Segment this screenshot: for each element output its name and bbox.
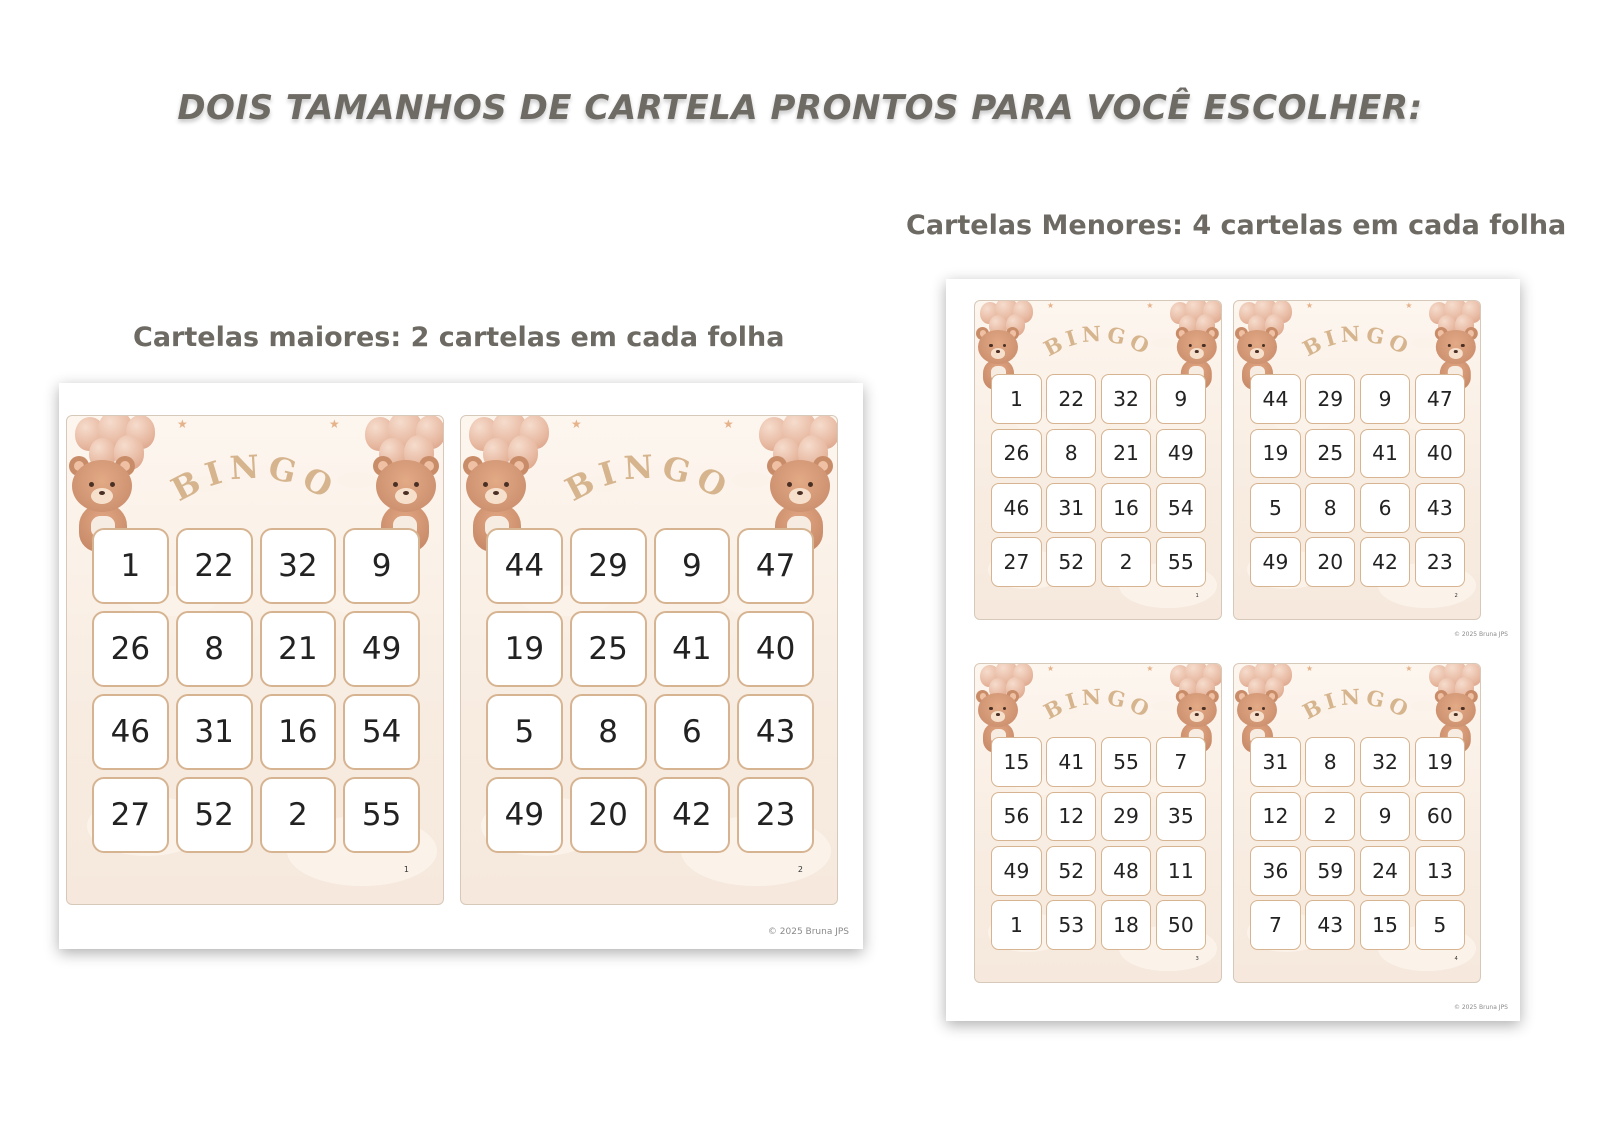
bingo-number-cell[interactable]: 8 bbox=[1046, 429, 1096, 479]
bingo-number-cell[interactable]: 16 bbox=[260, 694, 337, 770]
bingo-number-cell[interactable]: 32 bbox=[1101, 374, 1151, 424]
bingo-number-cell[interactable]: 43 bbox=[1415, 483, 1465, 533]
page-title: DOIS TAMANHOS DE CARTELA PRONTOS PARA VOCÊ ESCOLHER: bbox=[177, 88, 1423, 128]
bingo-number-cell[interactable]: 44 bbox=[486, 528, 563, 604]
bingo-number-grid bbox=[486, 528, 814, 853]
bingo-number-cell[interactable]: 9 bbox=[1156, 374, 1206, 424]
star-icon: ★ bbox=[1046, 301, 1054, 311]
sheet-credit-top: © 2025 Bruna JPS bbox=[1453, 631, 1508, 638]
bingo-number-cell[interactable]: 42 bbox=[654, 777, 731, 853]
bingo-number-cell[interactable]: 11 bbox=[1156, 846, 1206, 896]
star-icon: ★ bbox=[1305, 664, 1313, 674]
bingo-number-cell[interactable]: 6 bbox=[1360, 483, 1410, 533]
bingo-number-cell[interactable]: 55 bbox=[343, 777, 420, 853]
bingo-number-cell[interactable]: 49 bbox=[1156, 429, 1206, 479]
bingo-number-cell[interactable]: 26 bbox=[991, 429, 1041, 479]
bingo-number-cell[interactable]: 12 bbox=[1046, 792, 1096, 842]
star-icon: ★ bbox=[723, 417, 734, 431]
sheet-credit: © 2025 Bruna JPS bbox=[767, 927, 849, 937]
bingo-number-cell[interactable]: 21 bbox=[1101, 429, 1151, 479]
bingo-number-cell[interactable]: 24 bbox=[1360, 846, 1410, 896]
bingo-number-cell[interactable]: 8 bbox=[176, 611, 253, 687]
bingo-number-cell[interactable]: 12 bbox=[1250, 792, 1300, 842]
bingo-number-cell[interactable]: 35 bbox=[1156, 792, 1206, 842]
bingo-number-cell[interactable]: 1 bbox=[991, 374, 1041, 424]
bingo-heading-text: BINGO bbox=[1038, 684, 1157, 725]
bingo-card bbox=[1233, 300, 1481, 620]
bingo-number-cell[interactable]: 49 bbox=[991, 846, 1041, 896]
bingo-heading-text: BINGO bbox=[1297, 321, 1416, 362]
bingo-number-cell[interactable]: 32 bbox=[260, 528, 337, 604]
bingo-number-grid bbox=[1250, 737, 1465, 950]
bingo-heading-text: BINGO bbox=[1297, 684, 1416, 725]
bingo-number-cell[interactable]: 13 bbox=[1415, 846, 1465, 896]
bingo-number-cell[interactable]: 5 bbox=[1415, 900, 1465, 950]
svg-text:BINGO bbox=[1039, 684, 1157, 725]
large-cards-sheet bbox=[59, 383, 863, 949]
bingo-number-cell[interactable]: 54 bbox=[343, 694, 420, 770]
bingo-number-cell[interactable]: 9 bbox=[343, 528, 420, 604]
bingo-number-cell[interactable]: 49 bbox=[1250, 537, 1300, 587]
bingo-heading-text: BINGO bbox=[559, 447, 739, 509]
bingo-heading-text: BINGO bbox=[1038, 321, 1157, 362]
bingo-number-cell[interactable]: 9 bbox=[1360, 374, 1410, 424]
bingo-number-cell[interactable]: 5 bbox=[1250, 483, 1300, 533]
bingo-number-cell[interactable]: 23 bbox=[1415, 537, 1465, 587]
bingo-card bbox=[460, 415, 838, 905]
card-number: 2 bbox=[1454, 593, 1458, 600]
bingo-number-cell[interactable]: 29 bbox=[570, 528, 647, 604]
bingo-number-cell[interactable]: 31 bbox=[176, 694, 253, 770]
bingo-heading bbox=[155, 438, 355, 518]
bingo-number-cell[interactable]: 20 bbox=[1305, 537, 1355, 587]
bingo-number-cell[interactable]: 44 bbox=[1250, 374, 1300, 424]
large-cards-label: Cartelas maiores: 2 cartelas em cada folha bbox=[133, 322, 785, 353]
star-icon: ★ bbox=[329, 417, 340, 431]
svg-text:BINGO bbox=[1298, 321, 1416, 362]
bingo-number-cell[interactable]: 52 bbox=[1046, 846, 1096, 896]
bingo-number-cell[interactable]: 15 bbox=[1360, 900, 1410, 950]
bingo-number-cell[interactable]: 25 bbox=[570, 611, 647, 687]
bingo-number-cell[interactable]: 9 bbox=[654, 528, 731, 604]
bingo-number-cell[interactable]: 52 bbox=[176, 777, 253, 853]
bingo-number-cell[interactable]: 23 bbox=[737, 777, 814, 853]
bingo-number-cell[interactable]: 59 bbox=[1305, 846, 1355, 896]
svg-text:BINGO bbox=[1039, 321, 1157, 362]
bingo-number-cell[interactable]: 8 bbox=[570, 694, 647, 770]
small-cards-sheet bbox=[946, 279, 1520, 1021]
bingo-number-cell[interactable]: 49 bbox=[486, 777, 563, 853]
bingo-number-cell[interactable]: 8 bbox=[1305, 483, 1355, 533]
bingo-number-cell[interactable]: 27 bbox=[991, 537, 1041, 587]
card-number: 3 bbox=[1195, 956, 1199, 963]
bingo-number-cell[interactable]: 40 bbox=[737, 611, 814, 687]
bingo-number-cell[interactable]: 22 bbox=[1046, 374, 1096, 424]
bingo-number-cell[interactable]: 53 bbox=[1046, 900, 1096, 950]
bingo-number-cell[interactable]: 50 bbox=[1156, 900, 1206, 950]
bingo-card bbox=[1233, 663, 1481, 983]
bingo-card bbox=[974, 663, 1222, 983]
bingo-number-cell[interactable]: 29 bbox=[1305, 374, 1355, 424]
card-number: 1 bbox=[403, 865, 409, 874]
svg-text:BINGO bbox=[1298, 684, 1416, 725]
bingo-number-cell[interactable]: 9 bbox=[1360, 792, 1410, 842]
bingo-number-cell[interactable]: 27 bbox=[92, 777, 169, 853]
bingo-number-grid bbox=[991, 374, 1206, 587]
bingo-number-cell[interactable]: 2 bbox=[260, 777, 337, 853]
bingo-number-cell[interactable]: 6 bbox=[654, 694, 731, 770]
card-number: 4 bbox=[1454, 956, 1458, 963]
bingo-number-cell[interactable]: 31 bbox=[1250, 737, 1300, 787]
bingo-number-cell[interactable]: 46 bbox=[92, 694, 169, 770]
star-icon: ★ bbox=[1305, 301, 1313, 311]
bingo-number-cell[interactable]: 21 bbox=[260, 611, 337, 687]
star-icon: ★ bbox=[1146, 301, 1154, 311]
bingo-number-cell[interactable]: 7 bbox=[1250, 900, 1300, 950]
sheet-credit-bottom: © 2025 Bruna JPS bbox=[1453, 1004, 1508, 1011]
bingo-number-cell[interactable]: 41 bbox=[1046, 737, 1096, 787]
bingo-number-cell[interactable]: 26 bbox=[92, 611, 169, 687]
bingo-number-cell[interactable]: 40 bbox=[1415, 429, 1465, 479]
bingo-number-cell[interactable]: 25 bbox=[1305, 429, 1355, 479]
bingo-number-cell[interactable]: 32 bbox=[1360, 737, 1410, 787]
bingo-number-cell[interactable]: 22 bbox=[176, 528, 253, 604]
bingo-number-cell[interactable]: 52 bbox=[1046, 537, 1096, 587]
bingo-number-cell[interactable]: 49 bbox=[343, 611, 420, 687]
bingo-number-cell[interactable]: 2 bbox=[1305, 792, 1355, 842]
bingo-number-cell[interactable]: 1 bbox=[92, 528, 169, 604]
bingo-number-cell[interactable]: 42 bbox=[1360, 537, 1410, 587]
small-cards-label: Cartelas Menores: 4 cartelas em cada folha bbox=[906, 210, 1567, 241]
bingo-number-cell[interactable]: 54 bbox=[1156, 483, 1206, 533]
bingo-number-cell[interactable]: 47 bbox=[1415, 374, 1465, 424]
bingo-number-cell[interactable]: 55 bbox=[1156, 537, 1206, 587]
bingo-number-grid bbox=[1250, 374, 1465, 587]
bingo-number-cell[interactable]: 19 bbox=[1250, 429, 1300, 479]
bingo-number-cell[interactable]: 19 bbox=[486, 611, 563, 687]
bingo-number-cell[interactable]: 5 bbox=[486, 694, 563, 770]
bingo-number-grid bbox=[991, 737, 1206, 950]
bingo-number-cell[interactable]: 8 bbox=[1305, 737, 1355, 787]
star-icon: ★ bbox=[1405, 664, 1413, 674]
bingo-number-cell[interactable]: 43 bbox=[737, 694, 814, 770]
bingo-number-cell[interactable]: 18 bbox=[1101, 900, 1151, 950]
bingo-heading bbox=[1033, 678, 1164, 730]
bingo-number-cell[interactable]: 29 bbox=[1101, 792, 1151, 842]
bingo-number-cell[interactable]: 46 bbox=[991, 483, 1041, 533]
star-icon: ★ bbox=[571, 417, 582, 431]
bingo-number-cell[interactable]: 41 bbox=[654, 611, 731, 687]
star-icon: ★ bbox=[1146, 664, 1154, 674]
bingo-number-grid bbox=[92, 528, 420, 853]
svg-text:BINGO bbox=[165, 447, 345, 509]
bingo-number-cell[interactable]: 47 bbox=[737, 528, 814, 604]
star-icon: ★ bbox=[1405, 301, 1413, 311]
card-number: 2 bbox=[797, 865, 803, 874]
bingo-number-cell[interactable]: 43 bbox=[1305, 900, 1355, 950]
bingo-number-cell[interactable]: 20 bbox=[570, 777, 647, 853]
bingo-heading-text: BINGO bbox=[165, 447, 345, 509]
bingo-heading bbox=[1033, 315, 1164, 367]
bingo-number-cell[interactable]: 56 bbox=[991, 792, 1041, 842]
bingo-heading bbox=[1292, 315, 1423, 367]
bingo-number-cell[interactable]: 55 bbox=[1101, 737, 1151, 787]
bingo-number-cell[interactable]: 15 bbox=[991, 737, 1041, 787]
bingo-number-cell[interactable]: 31 bbox=[1046, 483, 1096, 533]
bingo-number-cell[interactable]: 48 bbox=[1101, 846, 1151, 896]
svg-text:BINGO bbox=[559, 447, 739, 509]
card-number: 1 bbox=[1195, 593, 1199, 600]
star-icon: ★ bbox=[177, 417, 188, 431]
bingo-number-cell[interactable]: 36 bbox=[1250, 846, 1300, 896]
bingo-number-cell[interactable]: 7 bbox=[1156, 737, 1206, 787]
bingo-number-cell[interactable]: 16 bbox=[1101, 483, 1151, 533]
bingo-card bbox=[66, 415, 444, 905]
star-icon: ★ bbox=[1046, 664, 1054, 674]
bingo-card bbox=[974, 300, 1222, 620]
bingo-number-cell[interactable]: 60 bbox=[1415, 792, 1465, 842]
bingo-heading bbox=[549, 438, 749, 518]
bingo-number-cell[interactable]: 1 bbox=[991, 900, 1041, 950]
bingo-heading bbox=[1292, 678, 1423, 730]
bingo-number-cell[interactable]: 19 bbox=[1415, 737, 1465, 787]
bingo-number-cell[interactable]: 41 bbox=[1360, 429, 1410, 479]
bingo-number-cell[interactable]: 2 bbox=[1101, 537, 1151, 587]
